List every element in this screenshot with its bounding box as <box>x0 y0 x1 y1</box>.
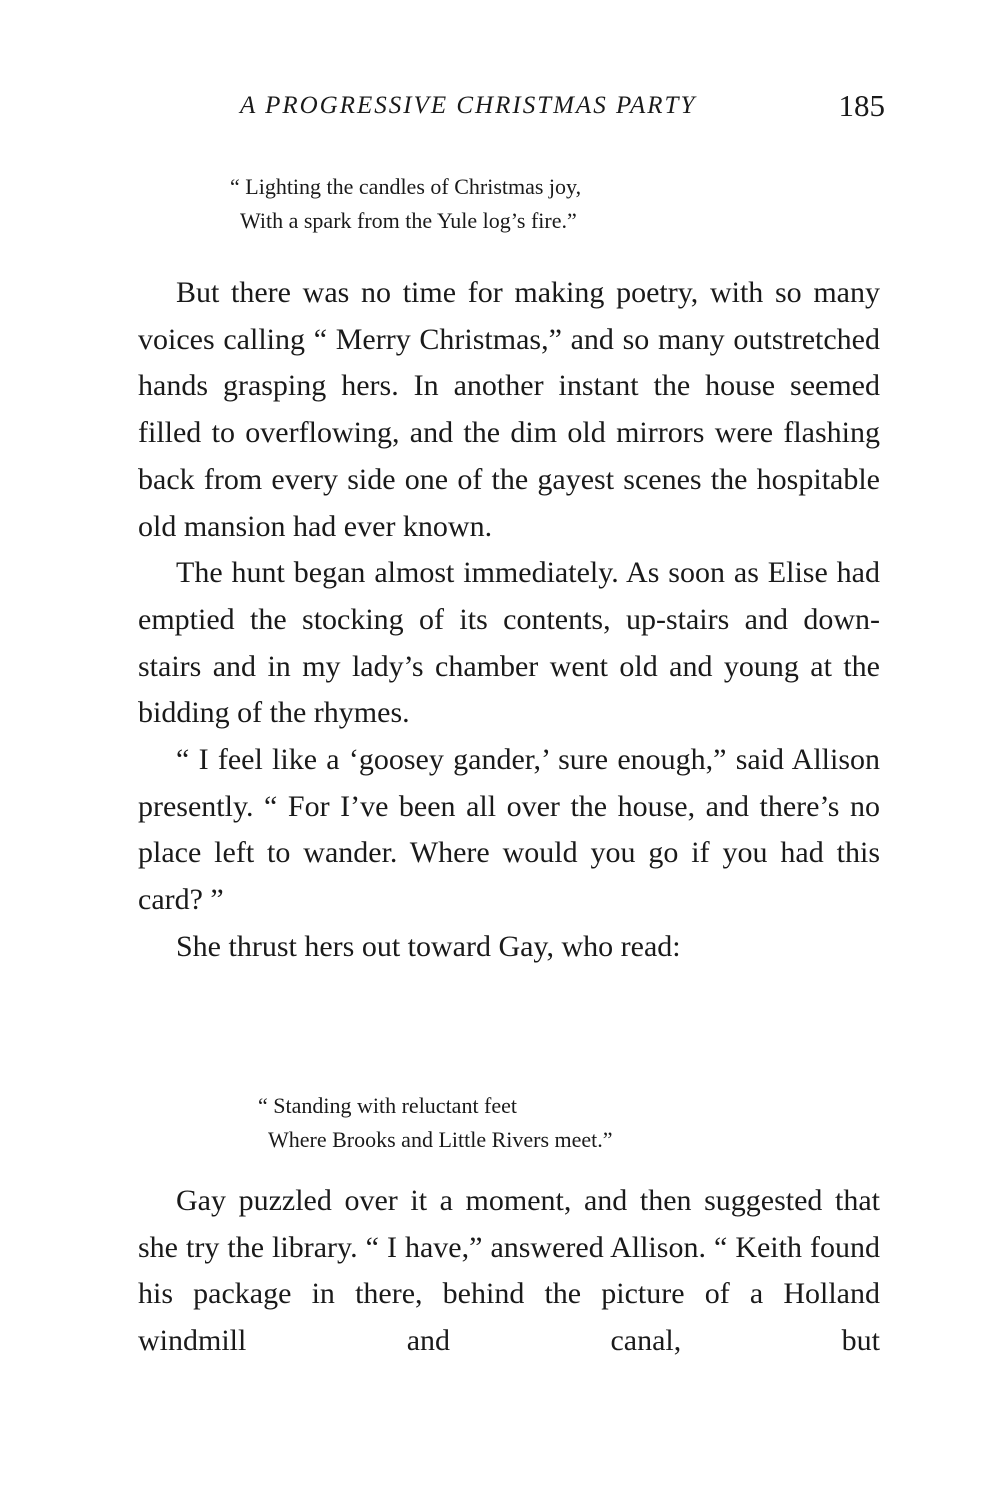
verse-card <box>258 1089 613 1157</box>
body-text-continued <box>138 1178 880 1365</box>
verse-line: With a spark from the Yule log’s fire.” <box>240 208 577 233</box>
verse-line: “ Lighting the candles of Christmas joy, <box>230 174 582 199</box>
verse-epigraph <box>230 170 581 238</box>
verse-line: “ Standing with reluctant feet <box>258 1093 518 1118</box>
running-title: A PROGRESSIVE CHRISTMAS PARTY <box>240 92 697 119</box>
page-header <box>240 88 885 132</box>
paragraph: She thrust hers out toward Gay, who read: <box>176 929 681 963</box>
paragraph: Gay puzzled over it a moment, and then suggested that she try the library. “ I have,” answered Allison. “ Keith found his package in there, behind the picture of a Holland windmill and canal, but <box>138 1184 880 1358</box>
body-text <box>138 270 880 971</box>
paragraph: But there was no time for making poetry, with so many voices calling “ Merry Christmas,” and so many outstretched hands grasping hers. In another instant the house seemed filled to overflowing, and the dim old mirrors were flashing back from every side one of the gayest scenes the hospitable old mansion had ever known. <box>138 276 880 543</box>
paragraph: “ I feel like a ‘goosey gander,’ sure enough,” said Allison presently. “ For I’ve been all over the house, and there’s no place left to wander. Where would you go if you had this card? ” <box>138 743 880 917</box>
page-number: 185 <box>838 88 885 123</box>
paragraph: The hunt began almost immediately. As soon as Elise had emptied the stocking of its contents, up-stairs and down-stairs and in my lady’s chamber went old and young at the bidding of the rhymes. <box>138 556 880 730</box>
verse-line: Where Brooks and Little Rivers meet.” <box>268 1127 613 1152</box>
